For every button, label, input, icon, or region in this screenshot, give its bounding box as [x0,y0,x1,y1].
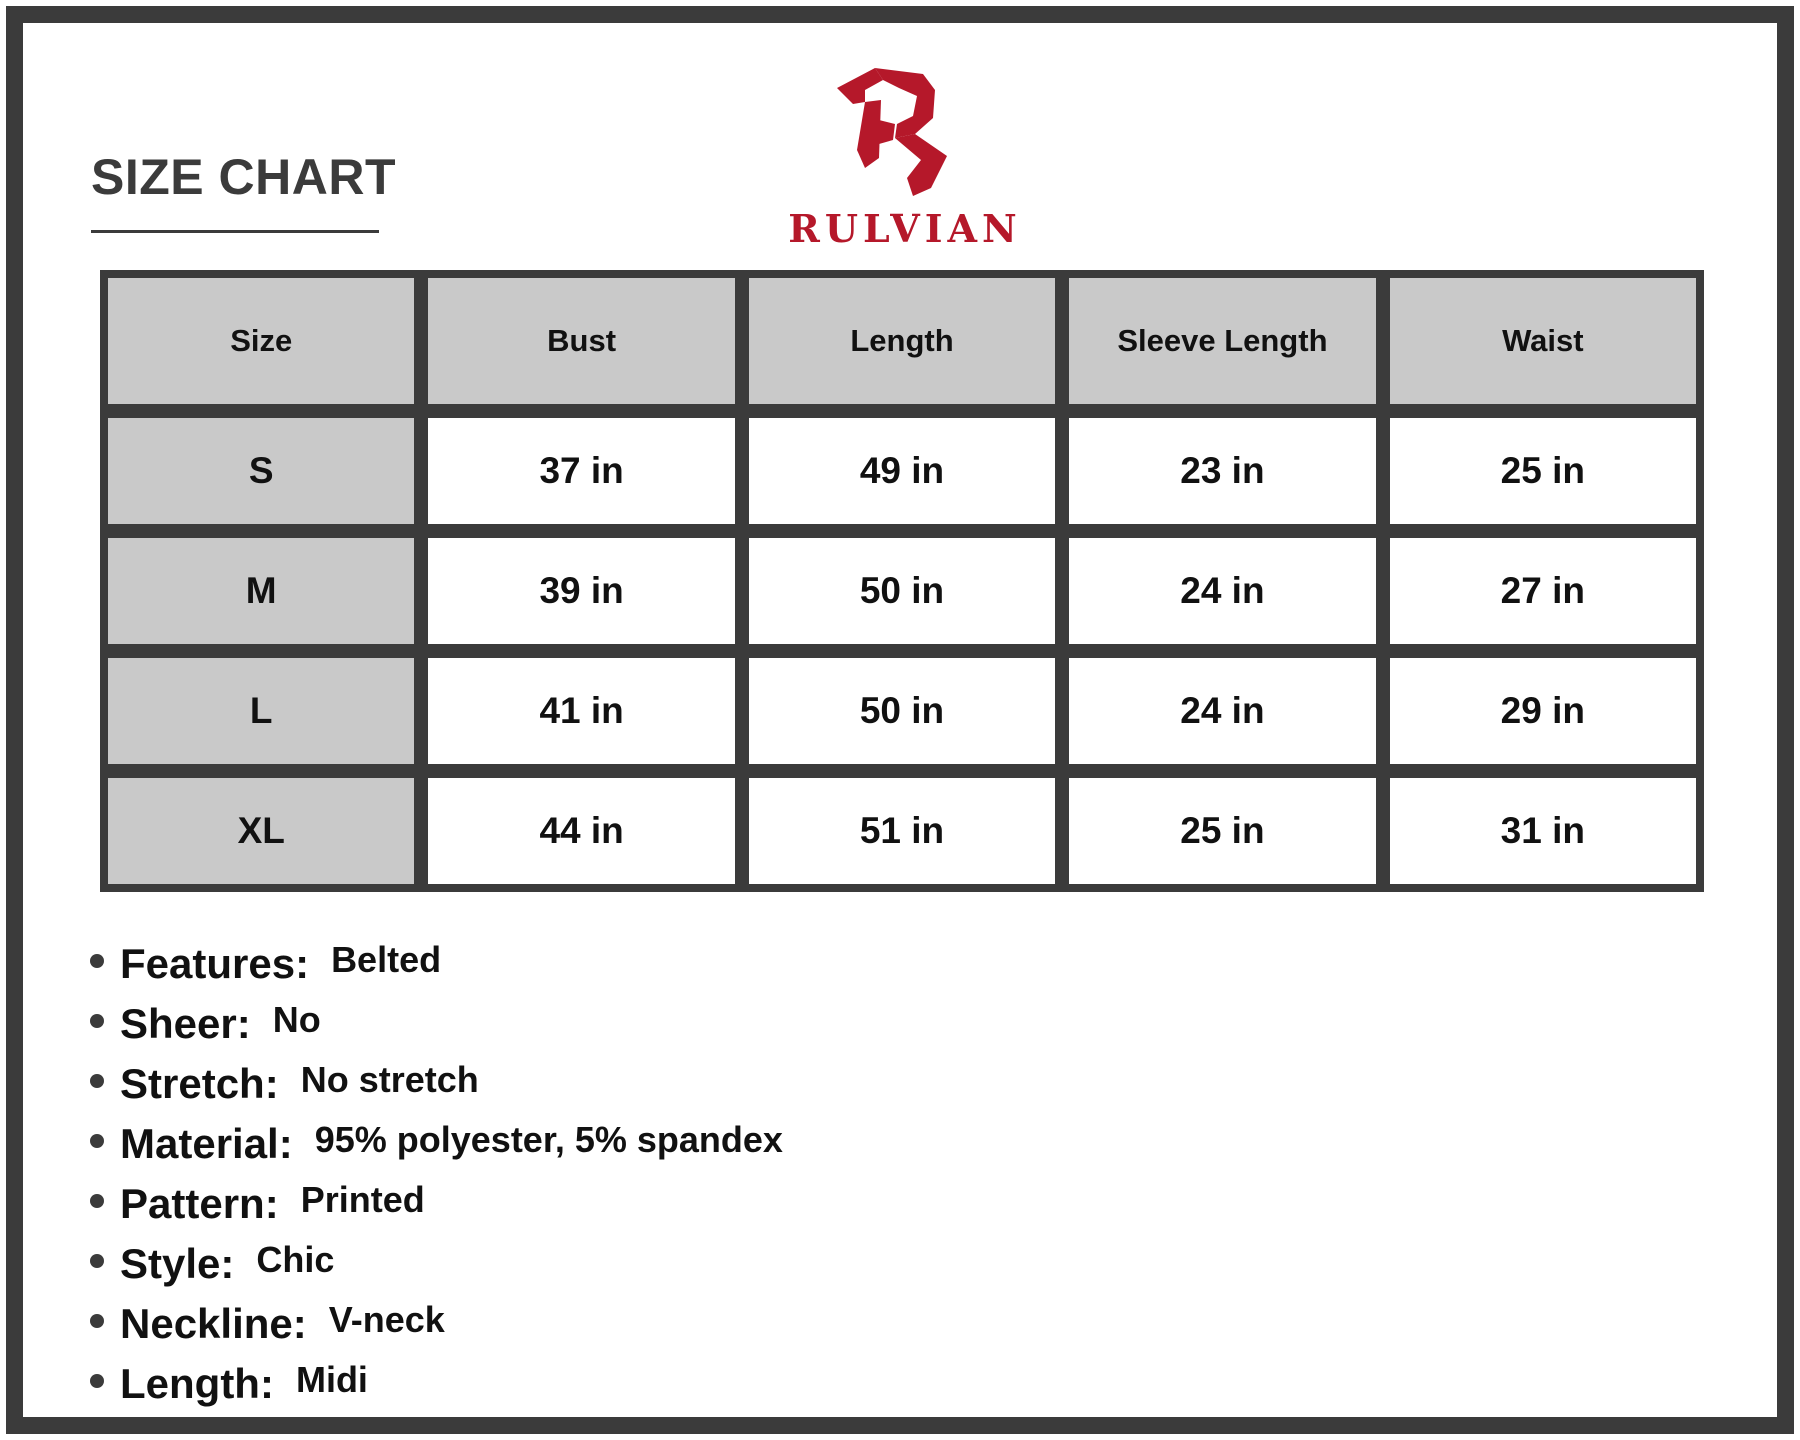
spec-value: Chic [256,1239,335,1280]
bust-cell: 39 in [428,538,734,644]
spec-value: Printed [300,1179,425,1220]
table-row [108,538,1696,644]
bullet-icon [90,954,104,968]
spec-label: Style: [120,1240,235,1287]
bullet-icon [90,1374,104,1388]
length-cell: 50 in [749,658,1055,764]
sleeve-length-cell: 25 in [1069,778,1375,884]
spec-pattern [88,1180,783,1240]
column-header-bust: Bust [428,278,734,404]
size-cell: L [108,658,414,764]
sleeve-length-cell: 24 in [1069,538,1375,644]
spec-value: 95% polyester, 5% spandex [314,1119,783,1160]
size-cell: XL [108,778,414,884]
spec-value: No [272,999,321,1040]
sleeve-length-cell: 23 in [1069,418,1375,524]
table-row [108,658,1696,764]
column-header-length: Length [749,278,1055,404]
waist-cell: 31 in [1390,778,1696,884]
bust-cell: 41 in [428,658,734,764]
spec-value: Midi [295,1359,368,1400]
column-header-sleeve-length: Sleeve Length [1069,278,1375,404]
spec-value: Belted [331,939,442,980]
spec-label: Length: [120,1360,274,1407]
length-cell: 49 in [749,418,1055,524]
spec-label: Pattern: [120,1180,279,1227]
table-header-row [108,278,1696,404]
spec-stretch [88,1060,783,1120]
spec-value: No stretch [300,1059,479,1100]
bust-cell: 37 in [428,418,734,524]
spec-length [88,1360,783,1420]
bullet-icon [90,1014,104,1028]
size-cell: S [108,418,414,524]
column-header-waist: Waist [1390,278,1696,404]
spec-sheer [88,1000,783,1060]
length-cell: 50 in [749,538,1055,644]
bullet-icon [90,1194,104,1208]
table-row [108,778,1696,884]
size-cell: M [108,538,414,644]
spec-label: Stretch: [120,1060,279,1107]
product-specs-list [88,940,783,1420]
spec-label: Material: [120,1120,293,1167]
brand-name: RULVIAN [788,206,1022,251]
brand-logo [770,60,1040,250]
title-underline [91,230,379,233]
bullet-icon [90,1134,104,1148]
table-row [108,418,1696,524]
waist-cell: 27 in [1390,538,1696,644]
stylized-r-logo-icon [835,60,975,200]
spec-label: Neckline: [120,1300,307,1347]
column-header-size: Size [108,278,414,404]
waist-cell: 25 in [1390,418,1696,524]
bullet-icon [90,1254,104,1268]
page-title: SIZE CHART [91,149,396,205]
length-cell: 51 in [749,778,1055,884]
spec-features [88,940,783,1000]
spec-label: Features: [120,940,310,987]
bullet-icon [90,1074,104,1088]
spec-style [88,1240,783,1300]
bullet-icon [90,1314,104,1328]
size-table [100,270,1704,892]
bust-cell: 44 in [428,778,734,884]
waist-cell: 29 in [1390,658,1696,764]
sleeve-length-cell: 24 in [1069,658,1375,764]
spec-label: Sheer: [120,1000,251,1047]
spec-value: V-neck [328,1299,445,1340]
spec-material [88,1120,783,1180]
spec-neckline [88,1300,783,1360]
